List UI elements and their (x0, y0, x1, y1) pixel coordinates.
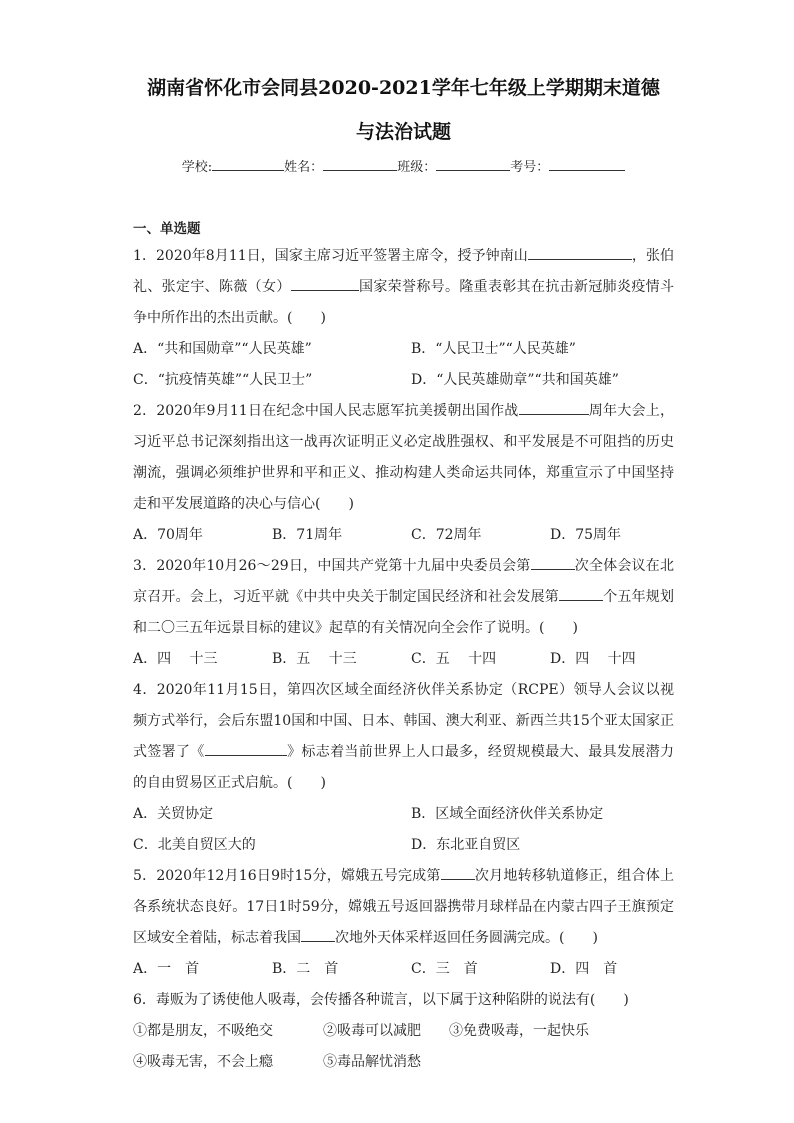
student-info-line (133, 156, 674, 179)
question-3-option-c: C．五 十四 (411, 651, 497, 667)
question-2-blank (519, 398, 589, 415)
question-6-statement-3: ③免费吸毒，一起快乐 (449, 1023, 589, 1039)
school-blank (212, 156, 284, 171)
question-5-options (133, 954, 674, 985)
question-5 (133, 861, 674, 954)
question-2-option-b: B．71周年 (272, 527, 343, 543)
question-4-option-b: B．区域全面经济伙伴关系协定 (411, 806, 604, 822)
question-5-option-a: A．一 首 (133, 961, 200, 977)
question-1-options (133, 334, 674, 396)
title-line-2: 与法治试题 (355, 121, 451, 143)
question-3-blank-2 (559, 584, 603, 601)
question-5-option-d: D．四 首 (550, 961, 618, 977)
question-4-option-c: C．北美自贸区大的 (133, 837, 256, 853)
question-6-text: 6．毒贩为了诱使他人吸毒，会传播各种谎言，以下属于这种陷阱的说法有( ) (133, 992, 629, 1008)
class-blank (436, 156, 510, 171)
question-3-options (133, 644, 674, 675)
question-2-option-d: D．75周年 (550, 527, 622, 543)
question-2-option-a: A．70周年 (133, 527, 203, 543)
question-5-blank-2 (301, 925, 335, 942)
question-1-blank-2 (291, 274, 359, 291)
question-1-text-b: ，张伯礼、张定宇、陈薇（女） (133, 248, 675, 295)
question-6-statements-row-1 (133, 1016, 674, 1047)
question-2-option-c: C．72周年 (411, 527, 482, 543)
question-1-blank-1 (528, 243, 632, 260)
question-4-blank (205, 739, 287, 756)
question-3-option-a: A．四 十三 (133, 651, 218, 667)
question-6 (133, 985, 674, 1016)
question-4-text-b: 》标志着当前世界上人口最多，经贸规模最大、最具发展潜力的自由贸易区正式启航。( ) (133, 744, 674, 791)
question-5-option-b: B．二 首 (272, 961, 339, 977)
question-1-option-c: C．“抗疫情英雄”“人民卫士” (133, 372, 313, 388)
question-5-text-c: 次地外天体采样返回任务圆满完成。( ) (335, 930, 598, 946)
exam-no-blank (549, 156, 625, 171)
question-3-text-c: 个五年规划和二〇三五年远景目标的建议》起草的有关情况向全会作了说明。( ) (133, 589, 674, 636)
name-label: 姓名： (284, 160, 324, 175)
question-6-statement-2: ②吸毒可以减肥 (323, 1023, 421, 1039)
question-4-options (133, 799, 674, 861)
exam-no-label: 考号： (510, 160, 550, 175)
school-label: 学校: (181, 160, 213, 175)
question-2-options (133, 520, 674, 551)
question-5-text-a: 5．2020年12月16日9时15分，嫦娥五号完成第 (133, 868, 441, 884)
question-3-text-a: 3．2020年10月26～29日，中国共产党第十九届中央委员会第 (133, 558, 531, 574)
question-1-option-a: A．“共和国勋章”“人民英雄” (133, 341, 312, 357)
question-1-option-d: D．“人民英雄勋章”“共和国英雄” (411, 372, 619, 388)
question-3-option-b: B．五 十三 (272, 651, 357, 667)
question-2-text-b: 周年大会上，习近平总书记深刻指出这一战再次证明正义必定战胜强权、和平发展是不可阻挡的历史潮流，强调必须维护世界和平和正义、推动构建人类命运共同体，郑重宣示了中国坚持走和平发展道路的决心与信心( ) (133, 403, 674, 512)
class-label: 班级： (397, 160, 437, 175)
question-6-statement-5: ⑤毒品解忧消愁 (323, 1054, 421, 1070)
question-4-text-a: 4．2020年11月15日，第四次区域全面经济伙伴关系协定（RCPE）领导人会议以视频方式举行，会后东盟10国和中国、日本、韩国、澳大利亚、新西兰共15个亚太国家正式签署了《 (133, 682, 674, 760)
question-1-text-c: 国家荣誉称号。隆重表彰其在抗击新冠肺炎疫情斗争中所作出的杰出贡献。( ) (133, 279, 675, 326)
question-5-option-c: C．三 首 (411, 961, 478, 977)
name-blank (323, 156, 397, 171)
question-3-blank-1 (531, 553, 575, 570)
exam-title (133, 66, 674, 154)
question-4 (133, 675, 674, 799)
question-1 (133, 241, 674, 334)
question-5-blank-1 (441, 863, 475, 880)
question-3 (133, 551, 674, 644)
question-3-option-d: D．四 十四 (550, 651, 636, 667)
section-heading: 一、单选题 (133, 221, 201, 237)
question-6-statement-4: ④吸毒无害，不会上瘾 (133, 1054, 273, 1070)
question-6-statements-row-2 (133, 1047, 674, 1078)
question-1-option-b: B．“人民卫士”“人民英雄” (411, 341, 576, 357)
title-line-1: 湖南省怀化市会同县2020-2021学年七年级上学期期末道德 (147, 77, 660, 99)
question-6-statement-1: ①都是朋友，不吸绝交 (133, 1023, 273, 1039)
question-4-option-d: D．东北亚自贸区 (411, 837, 521, 853)
question-5-text-b: 次月地转移轨道修正，组合体上各系统状态良好。17日1时59分，嫦娥五号返回器携带月球样品在内蒙古四子王旗预定区域安全着陆，标志着我国 (133, 868, 674, 946)
question-3-text-b: 次全体会议在北京召开。会上，习近平就《中共中央关于制定国民经济和社会发展第 (133, 558, 675, 605)
question-1-text-a: 1．2020年8月11日，国家主席习近平签署主席令，授予钟南山 (133, 248, 528, 264)
question-2-text-a: 2．2020年9月11日在纪念中国人民志愿军抗美援朝出国作战 (133, 403, 519, 419)
question-2 (133, 396, 674, 520)
question-4-option-a: A．关贸协定 (133, 806, 214, 822)
